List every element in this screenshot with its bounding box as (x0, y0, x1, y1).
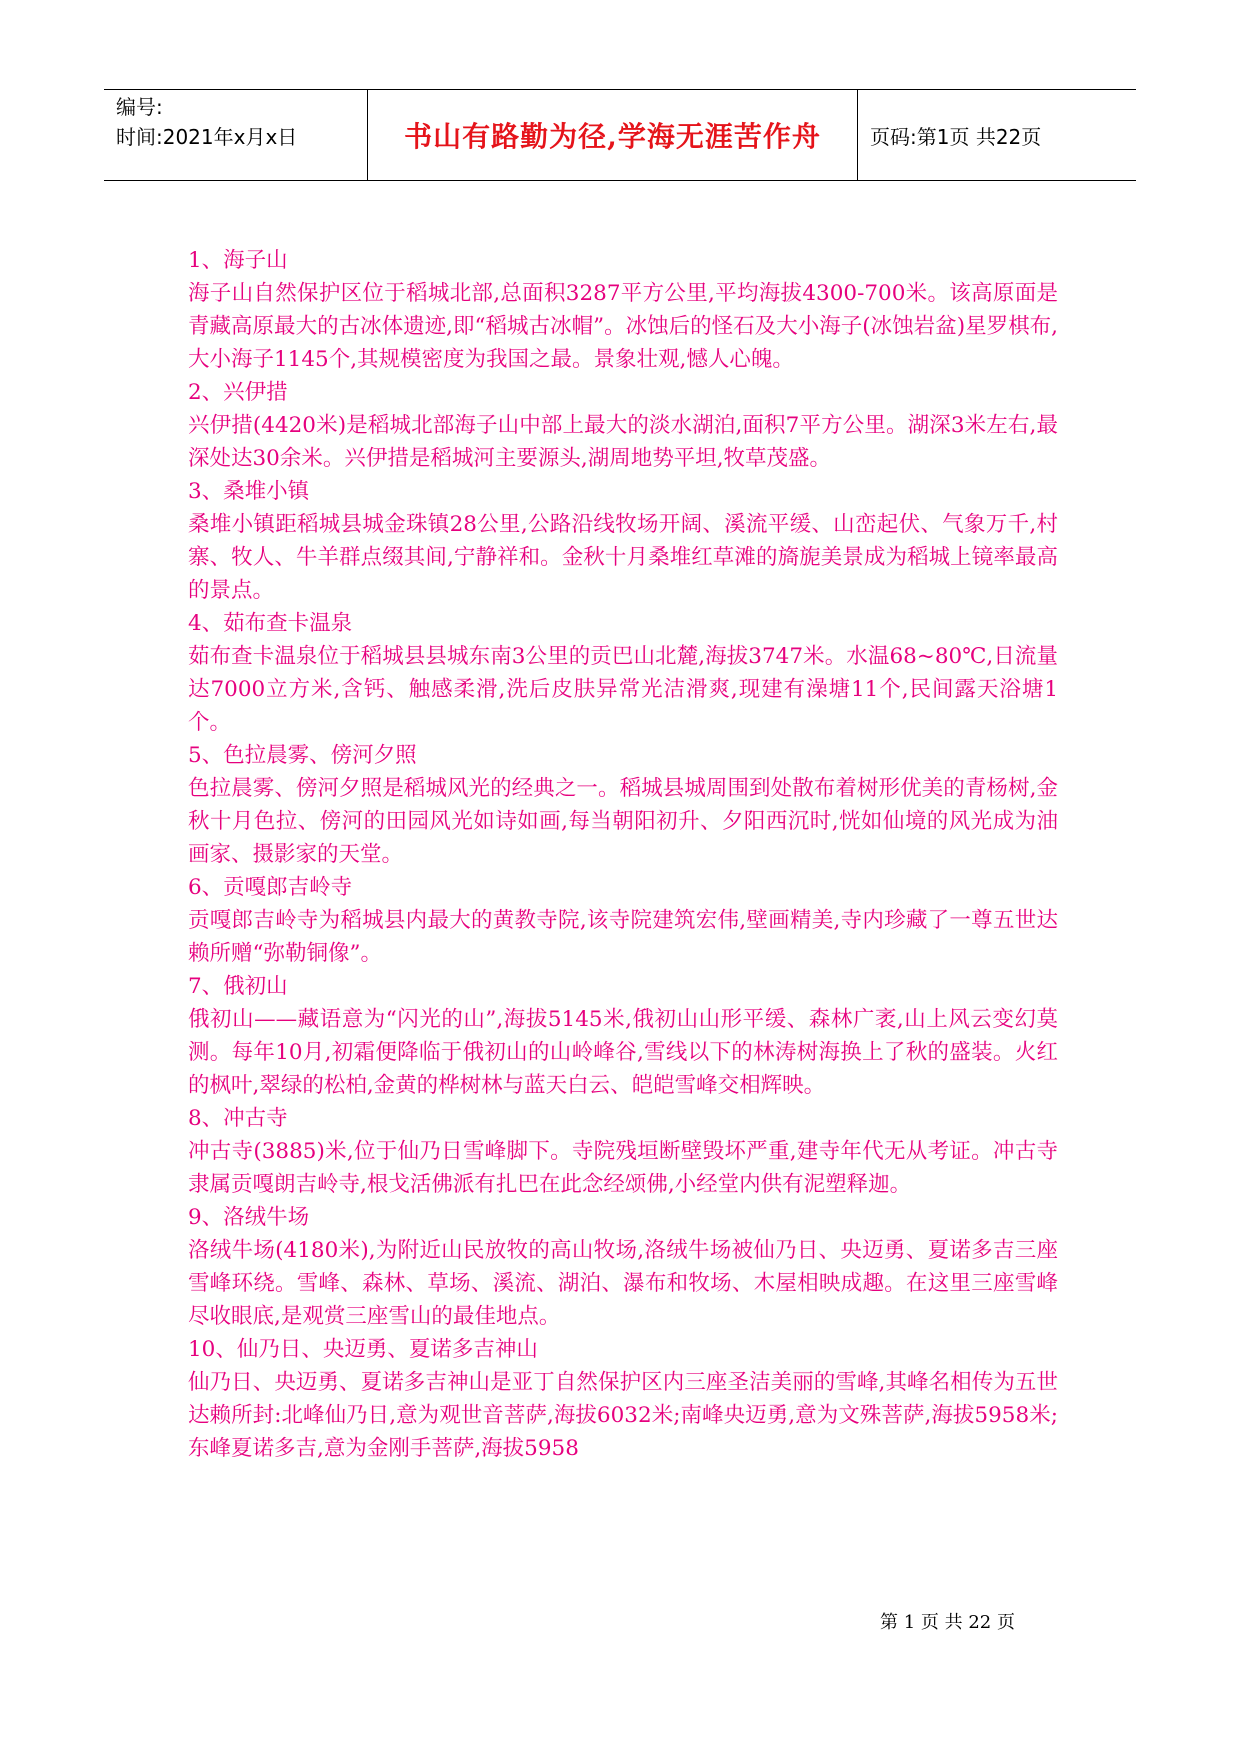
section-body: 海子山自然保护区位于稻城北部,总面积3287平方公里,平均海拔4300-700米。该高原面是青藏高原最大的古冰体遗迹,即“稻城古冰帽”。冰蚀后的怪石及大小海子(冰蚀岩盆)星罗棋布,大小海子1145个,其规模密度为我国之最。景象壮观,憾人心魄。 (188, 281, 1058, 372)
section-heading: 1、海子山 (188, 248, 288, 273)
section-heading: 5、色拉晨雾、傍河夕照 (188, 743, 417, 768)
header-table (104, 89, 1136, 181)
section-body: 仙乃日、央迈勇、夏诺多吉神山是亚丁自然保护区内三座圣洁美丽的雪峰,其峰名相传为五世达赖所封:北峰仙乃日,意为观世音菩萨,海拔6032米;南峰央迈勇,意为文殊菩萨,海拔5958米;东峰夏诺多吉,意为金刚手菩萨,海拔5958 (188, 1370, 1058, 1461)
page-info: 页码:第1页 共22页 (870, 124, 1042, 149)
header-motto-cell (368, 90, 858, 180)
section-heading: 10、仙乃日、央迈勇、夏诺多吉神山 (188, 1337, 538, 1362)
section-heading: 3、桑堆小镇 (188, 479, 310, 504)
section-heading: 8、冲古寺 (188, 1106, 288, 1131)
section-heading: 6、贡嘎郎吉岭寺 (188, 875, 353, 900)
section-body: 贡嘎郎吉岭寺为稻城县内最大的黄教寺院,该寺院建筑宏伟,壁画精美,寺内珍藏了一尊五世达赖所赠“弥勒铜像”。 (188, 908, 1058, 966)
header-meta-cell (104, 90, 368, 180)
section-body: 俄初山——藏语意为“闪光的山”,海拔5145米,俄初山山形平缓、森林广袤,山上风云变幻莫测。每年10月,初霜便降临于俄初山的山岭峰谷,雪线以下的林涛树海换上了秋的盛装。火红的枫叶,翠绿的松柏,金黄的桦树林与蓝天白云、皑皑雪峰交相辉映。 (188, 1007, 1058, 1098)
section-body: 色拉晨雾、傍河夕照是稻城风光的经典之一。稻城县城周围到处散布着树形优美的青杨树,金秋十月色拉、傍河的田园风光如诗如画,每当朝阳初升、夕阳西沉时,恍如仙境的风光成为油画家、摄影家的天堂。 (188, 776, 1058, 867)
motto: 书山有路勤为径,学海无涯苦作舟 (404, 120, 821, 153)
section-body: 茹布查卡温泉位于稻城县县城东南3公里的贡巴山北麓,海拔3747米。水温68~80℃,日流量达7000立方米,含钙、触感柔滑,洗后皮肤异常光洁滑爽,现建有澡塘11个,民间露天浴塘1个。 (188, 644, 1058, 735)
section-body: 兴伊措(4420米)是稻城北部海子山中部上最大的淡水湖泊,面积7平方公里。湖深3米左右,最深处达30余米。兴伊措是稻城河主要源头,湖周地势平坦,牧草茂盛。 (188, 413, 1058, 471)
time-label: 时间:2021年x月x日 (116, 125, 298, 149)
page-footer: 第 1 页 共 22 页 (880, 1612, 1015, 1633)
number-label: 编号: (116, 95, 163, 119)
document-body (188, 244, 1058, 1465)
section-body: 桑堆小镇距稻城县城金珠镇28公里,公路沿线牧场开阔、溪流平缓、山峦起伏、气象万千,村寨、牧人、牛羊群点缀其间,宁静祥和。金秋十月桑堆红草滩的旖旎美景成为稻城上镜率最高的景点。 (188, 512, 1058, 603)
section-heading: 2、兴伊措 (188, 380, 288, 405)
section-heading: 7、俄初山 (188, 974, 288, 999)
section-heading: 4、茹布查卡温泉 (188, 611, 353, 636)
section-heading: 9、洛绒牛场 (188, 1205, 310, 1230)
section-body: 冲古寺(3885)米,位于仙乃日雪峰脚下。寺院残垣断壁毁坏严重,建寺年代无从考证。冲古寺隶属贡嘎朗吉岭寺,根戈活佛派有扎巴在此念经颂佛,小经堂内供有泥塑释迦。 (188, 1139, 1058, 1197)
section-body: 洛绒牛场(4180米),为附近山民放牧的高山牧场,洛绒牛场被仙乃日、央迈勇、夏诺多吉三座雪峰环绕。雪峰、森林、草场、溪流、湖泊、瀑布和牧场、木屋相映成趣。在这里三座雪峰尽收眼底,是观赏三座雪山的最佳地点。 (188, 1238, 1058, 1329)
header-page-cell (858, 90, 1136, 180)
